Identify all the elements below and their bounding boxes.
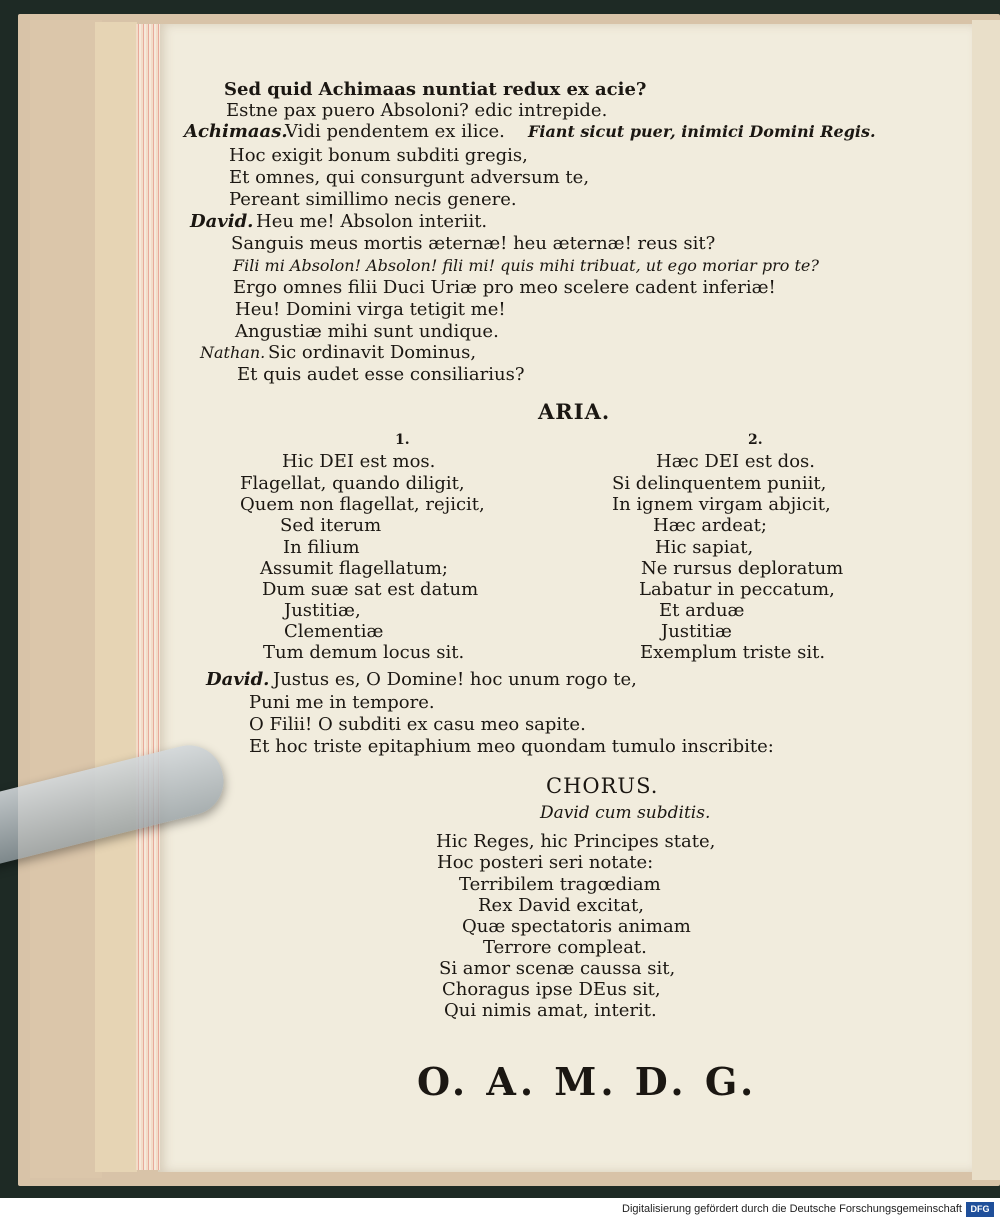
- aria-col1-line: Quem non flagellat, rejicit,: [240, 494, 485, 515]
- aria-col1-line: Flagellat, quando diligit,: [240, 473, 465, 494]
- aria-col1-line: In filium: [283, 537, 360, 558]
- aria-col2-line: Si delinquentem puniit,: [612, 473, 827, 494]
- aria-col1-line: Justitiæ,: [284, 600, 361, 621]
- chorus-subheading: David cum subditis.: [540, 803, 711, 823]
- text-line: O Filii! O subditi ex casu meo sapite.: [249, 714, 586, 735]
- footer-text: Digitalisierung gefördert durch die Deutsche Forschungsgemeinschaft: [622, 1203, 962, 1215]
- text-line: Justus es, O Domine! hoc unum rogo te,: [273, 669, 637, 690]
- aria-col2-line: Justitiæ: [661, 621, 732, 642]
- aria-col1-line: Hic DEI est mos.: [282, 451, 436, 472]
- text-line: Sanguis meus mortis æternæ! heu æternæ! reus sit?: [231, 233, 716, 254]
- aria-col1-line: Sed iterum: [280, 515, 382, 536]
- speaker-label: David.: [190, 211, 254, 232]
- aria-col2-line: Et arduæ: [659, 600, 745, 621]
- page-edges: [136, 24, 160, 1170]
- aria-col2-line: In ignem virgam abjicit,: [612, 494, 831, 515]
- aria-col1-line: Clementiæ: [284, 621, 384, 642]
- aria-col1-number: 1.: [395, 432, 410, 448]
- chorus-heading: CHORUS.: [546, 774, 659, 798]
- chorus-line: Rex David excitat,: [478, 895, 644, 916]
- aria-col1-line: Dum suæ sat est datum: [262, 579, 479, 600]
- text-line: Et quis audet esse consiliarius?: [237, 364, 525, 385]
- chorus-line: Quæ spectatoris animam: [462, 916, 691, 937]
- text-line: Heu! Domini virga tetigit me!: [235, 299, 506, 320]
- chorus-line: Qui nimis amat, interit.: [444, 1000, 657, 1021]
- chorus-line: Terrore compleat.: [483, 937, 647, 958]
- text-line: Pereant simillimo necis genere.: [229, 189, 517, 210]
- book-binding: [95, 22, 137, 1172]
- aria-col2-line: Ne rursus deploratum: [641, 558, 844, 579]
- chorus-line: Choragus ipse DEus sit,: [442, 979, 661, 1000]
- text-line: Sed quid Achimaas nuntiat redux ex acie?: [224, 79, 647, 100]
- text-line: Sic ordinavit Dominus,: [268, 342, 477, 363]
- text-line: Heu me! Absolon interiit.: [256, 211, 488, 232]
- text-line: Estne pax puero Absoloni? edic intrepide.: [226, 100, 608, 121]
- chorus-line: Hic Reges, hic Principes state,: [436, 831, 716, 852]
- aria-col1-line: Assumit flagellatum;: [260, 558, 448, 579]
- aria-col1-line: Tum demum locus sit.: [263, 642, 465, 663]
- aria-col2-line: Hæc ardeat;: [653, 515, 767, 536]
- chorus-line: Hoc posteri seri notate:: [437, 852, 654, 873]
- dfg-logo: DFG: [966, 1202, 994, 1217]
- chorus-line: Si amor scenæ caussa sit,: [439, 958, 676, 979]
- aria-col2-line: Hic sapiat,: [655, 537, 754, 558]
- speaker-label: David.: [206, 669, 270, 690]
- speaker-label: Nathan.: [200, 343, 266, 362]
- speaker-label: Achimaas.: [184, 121, 288, 142]
- text-line: Et omnes, qui consurgunt adversum te,: [229, 167, 590, 188]
- text-line: Fiant sicut puer, inimici Domini Regis.: [528, 122, 876, 141]
- text-line: Ergo omnes filii Duci Uriæ pro meo scelere cadent inferiæ!: [233, 277, 776, 298]
- aria-col2-number: 2.: [748, 432, 763, 448]
- aria-heading: ARIA.: [538, 399, 611, 424]
- book-spine: [30, 20, 102, 1178]
- text-line: Angustiæ mihi sunt undique.: [235, 321, 499, 342]
- text-line: Puni me in tempore.: [249, 692, 435, 713]
- text-line: Vidi pendentem ex ilice.: [285, 121, 505, 142]
- aria-col2-line: Exemplum triste sit.: [640, 642, 826, 663]
- text-line: Fili mi Absolon! Absolon! fili mi! quis mihi tribuat, ut ego moriar pro te?: [233, 256, 819, 275]
- aria-col2-line: Hæc DEI est dos.: [656, 451, 815, 472]
- footer-bar: [0, 1198, 1000, 1222]
- aria-col2-line: Labatur in peccatum,: [639, 579, 835, 600]
- chorus-line: Terribilem tragœdiam: [459, 874, 661, 895]
- text-line: Et hoc triste epitaphium meo quondam tumulo inscribite:: [249, 736, 774, 757]
- text-line: Hoc exigit bonum subditi gregis,: [229, 145, 528, 166]
- facing-page-edge: [972, 20, 1000, 1180]
- final-motto: O. A. M. D. G.: [417, 1059, 758, 1104]
